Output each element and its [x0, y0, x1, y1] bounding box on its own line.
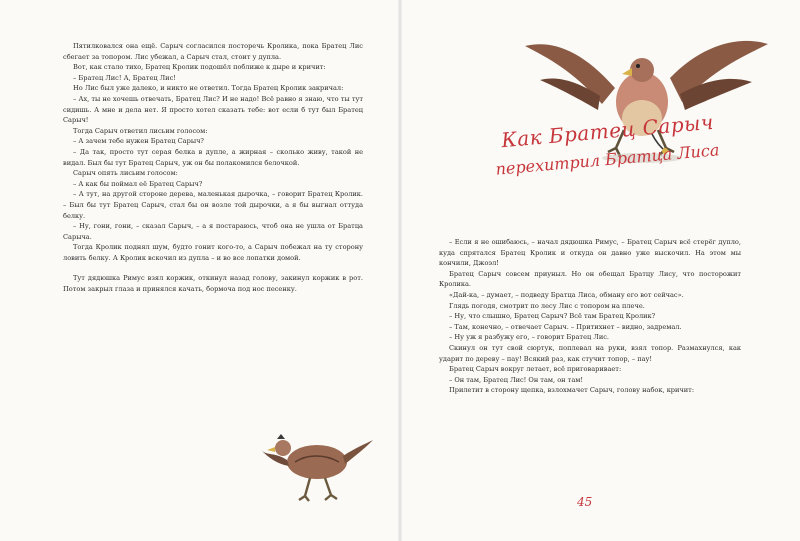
chapter-title-line-1: Как Братец Сарыч	[500, 109, 715, 153]
paragraph: – Ну, гони, гони, – сказал Сарыч, – а я постараюсь, чтоб она не ушла от Братца Сарыча.	[63, 222, 363, 241]
paragraph: – Если я не ошибаюсь, – начал дядюшка Римус, – Братец Сарыч всё стерёг дупло, куда спрятался Братец Кролик и откуда он давно уже выскочил. На этом мы кончили, Джоэл!	[439, 238, 741, 268]
left-text-column	[63, 41, 363, 295]
paragraph: Тогда Сарыч ответил лисьим голосом:	[73, 126, 208, 135]
paragraph: – Братец Лис! А, Братец Лис!	[73, 73, 176, 82]
walking-buzzard-illustration	[255, 422, 375, 504]
right-page	[400, 0, 800, 541]
paragraph: Вот, как стало тихо, Братец Кролик подошёл поближе к дыре и кричит:	[73, 63, 326, 72]
paragraph: – Ну, что слышно, Братец Сарыч? Всё там Братец Кролик?	[449, 312, 656, 321]
paragraph: Прилетит в сторону щепка, взлохмачет Сарыч, голову набок, кричит:	[449, 386, 695, 395]
paragraph: Пятилковался она ещё. Сарыч согласился посторечь Кролика, пока Братец Лис сбегает за топором. Лис убежал, а Сарыч стал, стоит у дупла.	[63, 42, 363, 61]
paragraph: – А тут, на другой стороне дерева, маленькая дырочка, – говорит Братец Кролик. – Был бы тут Братец Сарыч, стал бы он возле той дырочки, а я бы выгнал оттуда белку.	[63, 190, 363, 220]
right-text-column	[439, 237, 741, 396]
chapter-title	[494, 109, 721, 179]
paragraph: Тогда Кролик поднял шум, будто гонит кого-то, а Сарыч побежал на ту сторону ловить белку. А Кролик вскочил из дупла – и во все лопатки домой.	[63, 243, 363, 262]
paragraph: Сарыч опять лисьим голосом:	[73, 169, 178, 178]
paragraph: Но Лис был уже далеко, и никто не ответил. Тогда Братец Кролик закричал:	[73, 84, 344, 93]
paragraph: – Да так, просто тут серая белка в дупле, а жирная – сколько живу, такой не видал. Был бы тут Братец Сарыч, уж он бы полакомился белочкой.	[63, 147, 363, 167]
paragraph: – А как бы поймал её Братец Сарыч?	[73, 179, 203, 188]
paragraph: – Там, конечно, – отвечает Сарыч. – Притихнет – видно, задремал.	[449, 322, 682, 331]
paragraph: Скинул он тут свой сюртук, поплевал на руки, взял топор. Размахнулся, как ударит по дереву – пау! Всякий раз, как стучит топор, – пау!	[439, 343, 741, 363]
chapter-title-line-2: перехитрил Братца Лиса	[494, 140, 721, 179]
paragraph: Братец Сарыч совсем приуныл. Но он обещал Братцу Лису, что посторожит Кролика.	[439, 269, 741, 289]
paragraph: Братец Сарыч вокруг летает, всё приговаривает:	[449, 365, 622, 374]
page-number: 45	[577, 495, 593, 509]
paragraph: – Ну уж я разбужу его, – говорит Братец Лис.	[449, 333, 610, 342]
paragraph: Тут дядюшка Римус взял коржик, откинул назад голову, закинул коржик в рот. Потом закрыл глаза и принялся качать, бормоча под нос песенку.	[63, 274, 363, 294]
paragraph: – Ах, ты не хочешь отвечать, Братец Лис? И не надо! Всё равно я знаю, что ты тут сидишь. А мне и дела нет. Я просто хотел сказать тебе: вот если б тут был Братец Сарыч!	[63, 94, 363, 125]
paragraph: «Дай-ка, – думает, – подведу Братца Лиса, обману его вот сейчас».	[449, 290, 684, 299]
paragraph: – А зачем тебе нужен Братец Сарыч?	[73, 137, 204, 146]
paragraph: – Он там, Братец Лис! Он там, он там!	[449, 375, 584, 384]
paragraph: Глядь погодя, смотрит по лесу Лис с топором на плече.	[449, 301, 645, 310]
